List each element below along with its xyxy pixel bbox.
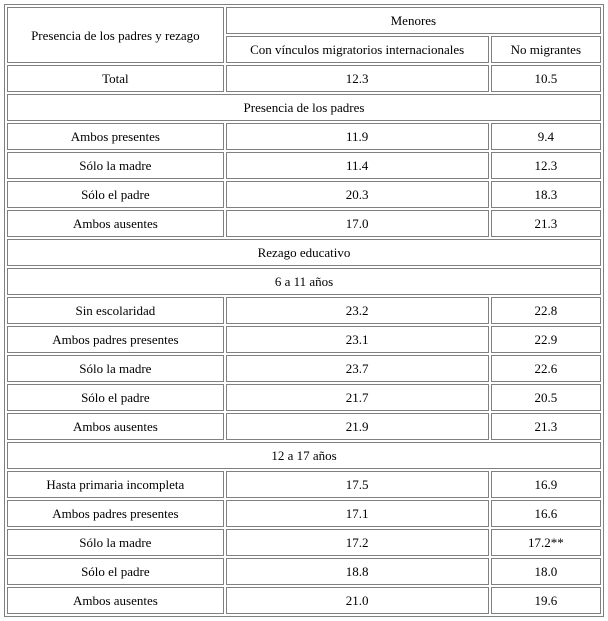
- row-label: Ambos ausentes: [7, 413, 224, 440]
- non-migrants-value: 10.5: [491, 65, 601, 92]
- row-label: Sólo el padre: [7, 558, 224, 585]
- row-label: Sólo la madre: [7, 529, 224, 556]
- migrants-value: 11.9: [226, 123, 489, 150]
- migrants-value: 17.2: [226, 529, 489, 556]
- table-row: [7, 210, 601, 237]
- row-label-header: Presencia de los padres y rezago: [7, 7, 224, 63]
- row-label: Sólo el padre: [7, 181, 224, 208]
- row-label: Ambos presentes: [7, 123, 224, 150]
- table-body: [7, 7, 601, 614]
- row-label: Hasta primaria incompleta: [7, 471, 224, 498]
- table-row: [7, 587, 601, 614]
- table-row: [7, 181, 601, 208]
- non-migrants-value: 20.5: [491, 384, 601, 411]
- migrants-value: 11.4: [226, 152, 489, 179]
- migrants-value: 12.3: [226, 65, 489, 92]
- migrants-value: 21.9: [226, 413, 489, 440]
- table-row: [7, 152, 601, 179]
- row-label: Ambos padres presentes: [7, 500, 224, 527]
- table-row: [7, 297, 601, 324]
- row-label: Ambos ausentes: [7, 587, 224, 614]
- row-label: Total: [7, 65, 224, 92]
- migrants-value: 17.0: [226, 210, 489, 237]
- migrants-value: 21.0: [226, 587, 489, 614]
- migrants-value: 21.7: [226, 384, 489, 411]
- section-row: [7, 94, 601, 121]
- data-table: [4, 4, 604, 617]
- section-label: Presencia de los padres: [7, 94, 601, 121]
- col-header-migrants: Con vínculos migratorios internacionales: [226, 36, 489, 63]
- migrants-value: 18.8: [226, 558, 489, 585]
- non-migrants-value: 17.2**: [491, 529, 601, 556]
- section-row: [7, 442, 601, 469]
- non-migrants-value: 22.9: [491, 326, 601, 353]
- table-row: [7, 529, 601, 556]
- table-row: [7, 65, 601, 92]
- non-migrants-value: 12.3: [491, 152, 601, 179]
- table-row: [7, 355, 601, 382]
- table-row: [7, 413, 601, 440]
- non-migrants-value: 22.8: [491, 297, 601, 324]
- table-row: [7, 384, 601, 411]
- migrants-value: 23.7: [226, 355, 489, 382]
- non-migrants-value: 18.0: [491, 558, 601, 585]
- section-label: 12 a 17 años: [7, 442, 601, 469]
- row-label: Sólo la madre: [7, 152, 224, 179]
- row-label: Sólo el padre: [7, 384, 224, 411]
- non-migrants-value: 21.3: [491, 210, 601, 237]
- group-header: Menores: [226, 7, 601, 34]
- non-migrants-value: 21.3: [491, 413, 601, 440]
- row-label: Ambos ausentes: [7, 210, 224, 237]
- migrants-value: 23.1: [226, 326, 489, 353]
- table-row: [7, 123, 601, 150]
- section-row: [7, 239, 601, 266]
- section-row: [7, 268, 601, 295]
- non-migrants-value: 9.4: [491, 123, 601, 150]
- non-migrants-value: 22.6: [491, 355, 601, 382]
- header-row: [7, 7, 601, 34]
- row-label: Sin escolaridad: [7, 297, 224, 324]
- col-header-non-migrants: No migrantes: [491, 36, 601, 63]
- non-migrants-value: 16.9: [491, 471, 601, 498]
- non-migrants-value: 18.3: [491, 181, 601, 208]
- row-label: Sólo la madre: [7, 355, 224, 382]
- table-row: [7, 558, 601, 585]
- migrants-value: 17.5: [226, 471, 489, 498]
- section-label: Rezago educativo: [7, 239, 601, 266]
- row-label: Ambos padres presentes: [7, 326, 224, 353]
- table-row: [7, 500, 601, 527]
- table-row: [7, 471, 601, 498]
- non-migrants-value: 19.6: [491, 587, 601, 614]
- migrants-value: 20.3: [226, 181, 489, 208]
- table-row: [7, 326, 601, 353]
- section-label: 6 a 11 años: [7, 268, 601, 295]
- migrants-value: 17.1: [226, 500, 489, 527]
- non-migrants-value: 16.6: [491, 500, 601, 527]
- migrants-value: 23.2: [226, 297, 489, 324]
